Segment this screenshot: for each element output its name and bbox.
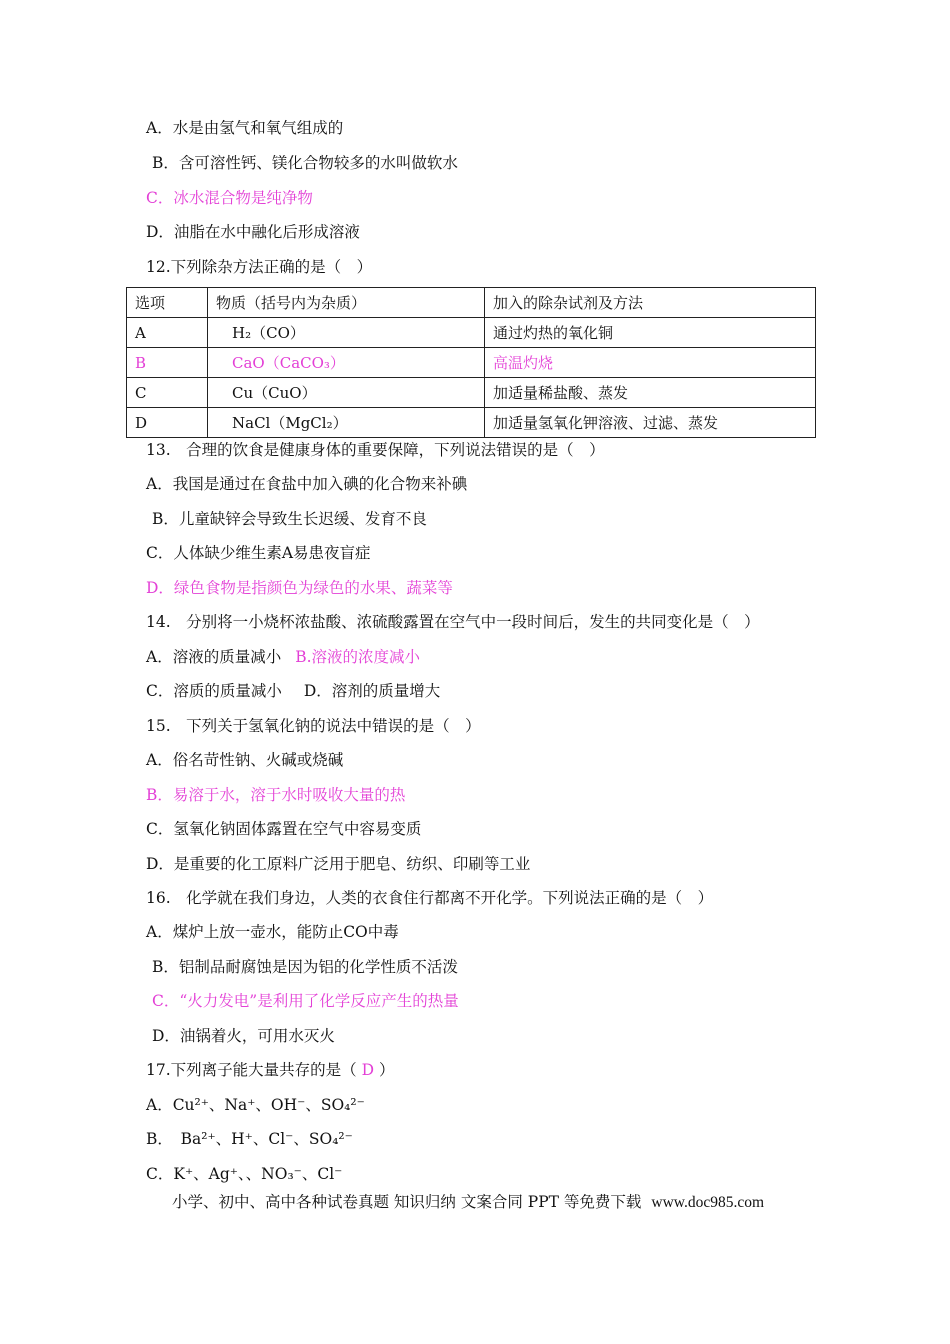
footer-text: 小学、初中、高中各种试卷真题 知识归纳 文案合同 PPT 等免费下载 [172, 1193, 642, 1211]
q11-option-d: D．油脂在水中融化后形成溶液 [146, 223, 360, 241]
q17-option-c: C．K⁺、Ag⁺、、NO₃⁻、Cl⁻ [146, 1165, 343, 1183]
table-header-cell: 选项 [127, 288, 208, 318]
q17-option-a: A．Cu²⁺、Na⁺、OH⁻、SO₄²⁻ [146, 1096, 365, 1114]
q16-option-b: B．铝制品耐腐蚀是因为铝的化学性质不活泼 [152, 958, 458, 976]
q16-option-d: D．油锅着火，可用水灭火 [152, 1027, 335, 1045]
table-cell: H₂（CO） [208, 318, 485, 348]
q13-option-c: C．人体缺少维生素A易患夜盲症 [146, 544, 371, 562]
q14-option-d: D．溶剂的质量增大 [303, 682, 441, 700]
q11-option-b: B．含可溶性钙、镁化合物较多的水叫做软水 [152, 154, 458, 172]
q17-stem-text: 17.下列离子能大量共存的是（ [146, 1061, 357, 1079]
table-header-cell: 加入的除杂试剂及方法 [485, 288, 816, 318]
table-cell: D [127, 408, 208, 438]
table-cell: NaCl（MgCl₂） [208, 408, 485, 438]
q14-option-c: C．溶质的质量减小 [146, 682, 282, 700]
table-cell: 高温灼烧 [485, 348, 816, 378]
table-cell: CaO（CaCO₃） [208, 348, 485, 378]
table-header-row [127, 288, 816, 318]
table-row-answer [127, 348, 816, 378]
q14-option-b: B.溶液的浓度减小 [295, 648, 421, 666]
page-footer [172, 1190, 764, 1212]
q16-stem: 16. 化学就在我们身边，人类的衣食住行都离不开化学。下列说法正确的是（ ） [146, 889, 714, 907]
q14-option-a: A．溶液的质量减小 [146, 648, 282, 666]
q14-options-ab [146, 647, 420, 667]
q16-option-a: A．煤炉上放一壶水，能防止CO中毒 [146, 923, 399, 941]
q12-stem: 12.下列除杂方法正确的是（ ） [146, 258, 373, 276]
q13-option-b: B．儿童缺锌会导致生长迟缓、发育不良 [152, 510, 427, 528]
q14-options-cd [146, 681, 440, 701]
footer-url[interactable]: www.doc985.com [651, 1194, 765, 1211]
table-cell: B [127, 348, 208, 378]
table-cell: 通过灼热的氧化铜 [485, 318, 816, 348]
table-row [127, 378, 816, 408]
q13-stem: 13. 合理的饮食是健康身体的重要保障，下列说法错误的是（ ） [146, 441, 605, 459]
q11-option-c: C．冰水混合物是纯净物 [146, 189, 313, 207]
q16-option-c: C．“火力发电”是利用了化学反应产生的热量 [152, 992, 459, 1010]
table-row [127, 318, 816, 348]
q15-option-a: A．俗名苛性钠、火碱或烧碱 [146, 751, 344, 769]
table-cell: 加适量稀盐酸、蒸发 [485, 378, 816, 408]
table-row [127, 408, 816, 438]
table-cell: A [127, 318, 208, 348]
q17-stem [146, 1060, 394, 1080]
table-header-cell: 物质（括号内为杂质） [208, 288, 485, 318]
q15-option-b: B．易溶于水，溶于水时吸收大量的热 [146, 786, 406, 804]
q15-stem: 15. 下列关于氢氧化钠的说法中错误的是（ ） [146, 717, 481, 735]
q13-option-d: D．绿色食物是指颜色为绿色的水果、蔬菜等 [146, 579, 453, 597]
table-cell: 加适量氢氧化钾溶液、过滤、蒸发 [485, 408, 816, 438]
q17-option-b: B． Ba²⁺、H⁺、Cl⁻、SO₄²⁻ [146, 1130, 353, 1148]
q14-stem: 14. 分别将一小烧杯浓盐酸、浓硫酸露置在空气中一段时间后，发生的共同变化是（ ） [146, 613, 760, 631]
q13-option-a: A．我国是通过在食盐中加入碘的化合物来补碘 [146, 475, 468, 493]
table-cell: Cu（CuO） [208, 378, 485, 408]
table-cell: C [127, 378, 208, 408]
q11-option-a: A．水是由氢气和氧气组成的 [146, 119, 344, 137]
q15-option-d: D．是重要的化工原料广泛用于肥皂、纺织、印刷等工业 [146, 855, 531, 873]
q12-table [126, 287, 816, 438]
q17-answer: D [361, 1061, 375, 1079]
q15-option-c: C．氢氧化钠固体露置在空气中容易变质 [146, 820, 422, 838]
q17-stem-close: ） [378, 1061, 395, 1079]
